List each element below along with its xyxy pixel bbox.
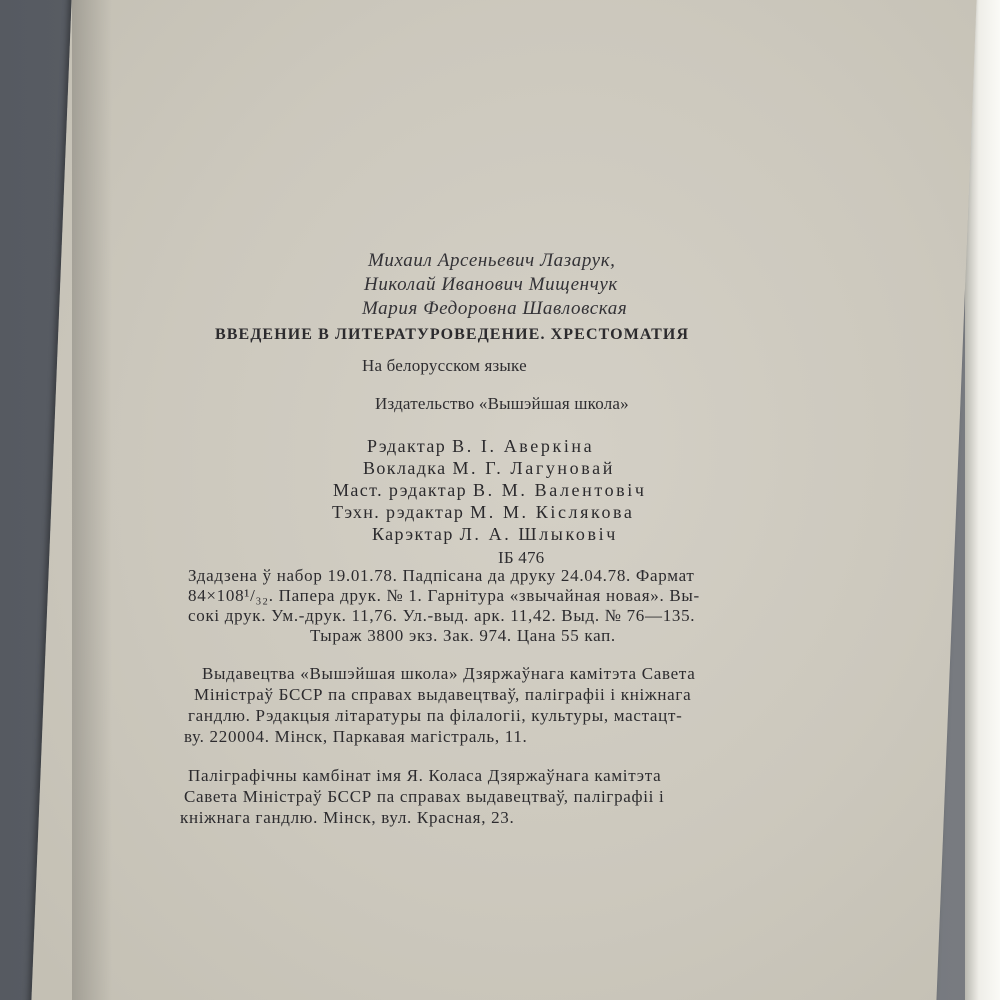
publisher-detail-line: Міністраў БССР па справах выдавецтваў, паліграфіі і кніжнага [194, 685, 692, 704]
credit-role: Рэдактар [367, 436, 447, 456]
credit-role: Тэхн. рэдактар [332, 502, 465, 522]
publisher-detail-line: гандлю. Рэдакцыя літаратуры па філалогіі, культуры, мастацт- [188, 706, 683, 725]
credit-tech-editor [332, 502, 635, 523]
publisher-detail-line: Выдавецтва «Вышэйшая школа» Дзяржаўнага камітэта Савета [202, 664, 696, 683]
credit-name: В. М. Валентовіч [472, 480, 647, 500]
printer-detail-line: Паліграфічны камбінат імя Я. Коласа Дзяржаўнага камітэта [188, 766, 662, 785]
credit-proofreader [372, 524, 618, 545]
credit-role: Вокладка [363, 458, 447, 478]
credit-role: Карэктар [372, 524, 454, 544]
print-detail-line: Тыраж 3800 экз. Зак. 974. Цана 55 кап. [310, 626, 616, 645]
author-line-3: Мария Федоровна Шавловская [362, 298, 628, 319]
book-page [31, 0, 977, 1000]
author-line-1: Михаил Арсеньевич Лазарук, [368, 250, 616, 271]
credit-cover [363, 458, 615, 479]
credit-name: В. І. Аверкіна [452, 436, 595, 456]
book-title: ВВЕДЕНИЕ В ЛИТЕРАТУРОВЕДЕНИЕ. ХРЕСТОМАТИЯ [215, 326, 690, 343]
print-detail-line: Здадзена ў набор 19.01.78. Падпісана да друку 24.04.78. Фармат [188, 566, 695, 585]
credit-name: М. М. Кіслякова [470, 502, 635, 522]
credit-name: Л. А. Шлыковіч [459, 524, 618, 544]
printer-detail-line: Савета Міністраў БССР па справах выдавецтваў, паліграфіі і [184, 787, 665, 806]
publisher-line: Издательство «Вышэйшая школа» [375, 394, 629, 413]
credit-editor [367, 436, 594, 457]
print-detail-line: 84×108¹/₃₂. Папера друк. № 1. Гарнітура «звычайная новая». Вы- [188, 586, 700, 605]
page-content [72, 0, 977, 1000]
author-line-2: Николай Иванович Мищенчук [364, 274, 618, 295]
print-detail-line: сокі друк. Ум.-друк. 11,76. Ул.-выд. арк. 11,42. Выд. № 76—135. [188, 606, 696, 625]
ib-number: ІБ 476 [498, 548, 545, 567]
printer-detail-line: кніжнага гандлю. Мінск, вул. Красная, 23. [180, 808, 515, 827]
language-note: На белорусском языке [362, 356, 527, 375]
credit-art-editor [333, 480, 647, 501]
credit-role: Маст. рэдактар [333, 480, 468, 500]
publisher-detail-line: ву. 220004. Мінск, Паркавая магістраль, 11. [184, 727, 528, 746]
credit-name: М. Г. Лагуновай [452, 458, 615, 478]
